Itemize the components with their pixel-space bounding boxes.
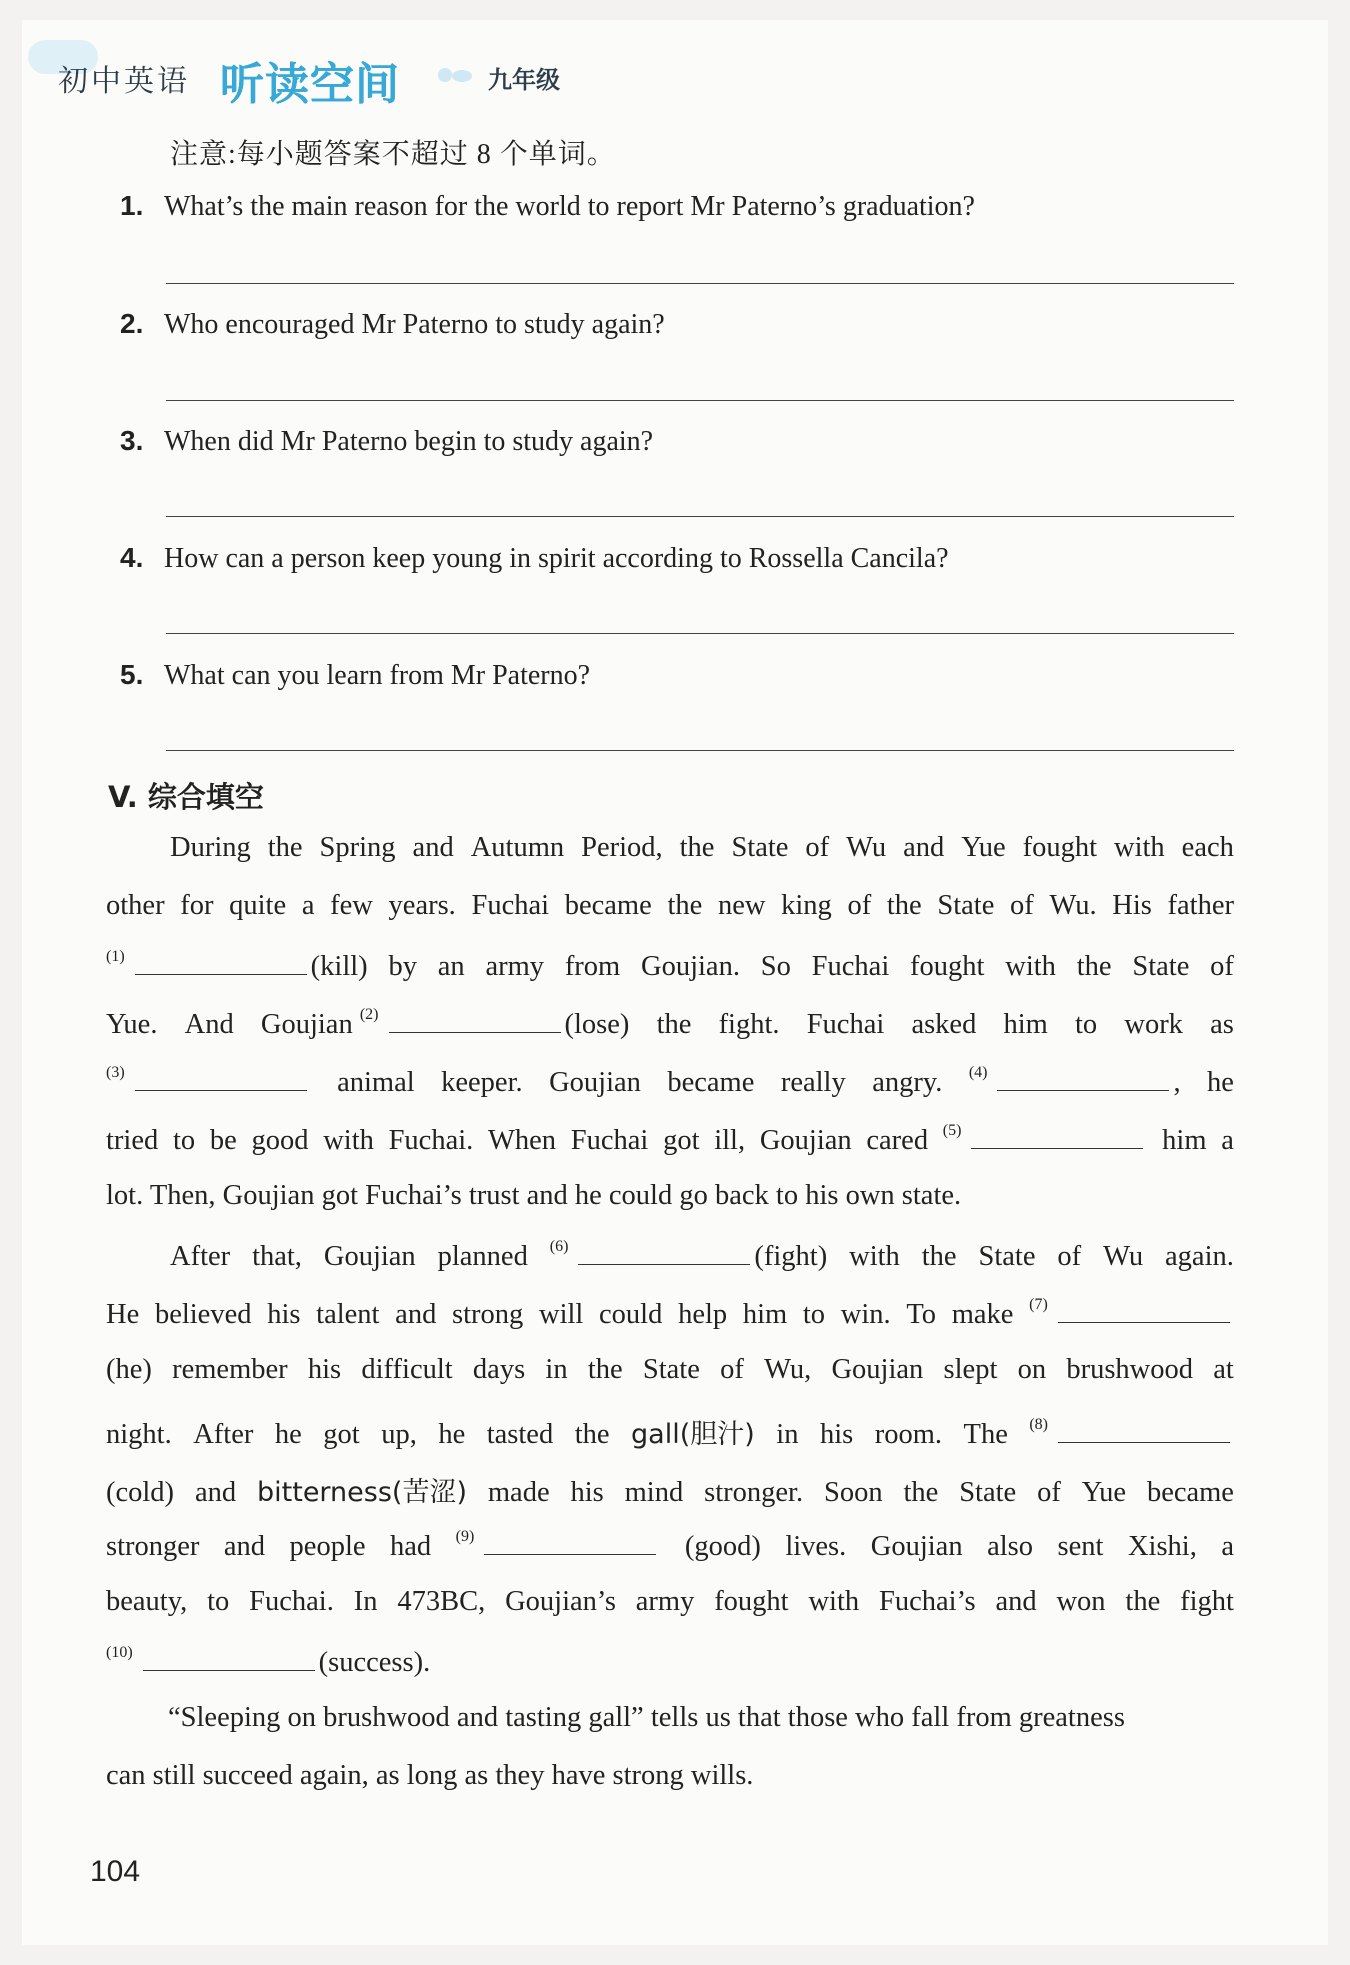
passage-line-16: “Sleeping on brushwood and tasting gall” tells us that those who fall from greatness bbox=[168, 1702, 1125, 1733]
passage-line-15: $^{(10)}$ (success). bbox=[106, 1644, 431, 1678]
blank-number: (8) bbox=[1029, 1416, 1048, 1433]
blank-number: (9) bbox=[455, 1528, 475, 1545]
passage-line-5: $^{(3)}$ animal keeper. Goujian became really angry. $^{(4)}$ , he bbox=[106, 1064, 1234, 1098]
blank-number: (3) bbox=[106, 1064, 125, 1081]
passage-line-9: He believed his talent and strong will could help him to win. To make $^{(7)}$ bbox=[106, 1296, 1234, 1336]
blank-number: (10) bbox=[106, 1644, 133, 1661]
question-5 bbox=[120, 659, 590, 692]
blank-2[interactable] bbox=[389, 1031, 561, 1033]
passage-line-3: $^{(1)}$ (kill) by an army from Goujian. So Fuchai fought with the State of bbox=[106, 948, 1234, 982]
series-title: 初中英语 bbox=[58, 64, 190, 99]
passage-line-8: After that, Goujian planned $^{(6)}$ (fight) with the State of Wu again. bbox=[170, 1238, 1234, 1272]
question-number: 5. bbox=[120, 659, 144, 690]
blank-3[interactable] bbox=[135, 1089, 307, 1091]
question-number: 1. bbox=[120, 190, 144, 221]
answer-line-2[interactable] bbox=[166, 400, 1234, 401]
answer-line-1[interactable] bbox=[166, 283, 1234, 284]
blank-7[interactable] bbox=[1058, 1321, 1230, 1323]
blank-number: (2) bbox=[359, 1006, 379, 1023]
blank-4[interactable] bbox=[997, 1089, 1169, 1091]
blank-9[interactable] bbox=[484, 1553, 656, 1555]
question-text: When did Mr Paterno begin to study again? bbox=[164, 426, 654, 457]
blank-number: (5) bbox=[942, 1122, 962, 1139]
grade-label: 九年级 bbox=[488, 66, 560, 94]
passage-line-1: During the Spring and Autumn Period, the State of Wu and Yue fought with each bbox=[170, 832, 1234, 863]
question-number: 4. bbox=[120, 542, 144, 573]
blank-number: (6) bbox=[549, 1238, 569, 1255]
instruction-note: 注意:每小题答案不超过 8 个单词。 bbox=[170, 139, 616, 170]
blank-10[interactable] bbox=[143, 1669, 315, 1671]
brand-logo: 听读空间 bbox=[220, 59, 400, 110]
page-number: 104 bbox=[90, 1855, 141, 1888]
question-number: 3. bbox=[120, 425, 144, 456]
passage-line-14: beauty, to Fuchai. In 473BC, Goujian’s army fought with Fuchai’s and won the fight bbox=[106, 1586, 1234, 1617]
blank-6[interactable] bbox=[578, 1263, 750, 1265]
question-1 bbox=[120, 190, 975, 223]
passage-line-10: (he) remember his difficult days in the State of Wu, Goujian slept on brushwood at bbox=[106, 1354, 1234, 1385]
question-4 bbox=[120, 542, 949, 575]
answer-line-5[interactable] bbox=[166, 750, 1234, 751]
answer-line-3[interactable] bbox=[166, 516, 1234, 517]
answer-line-4[interactable] bbox=[166, 633, 1234, 634]
blank-number: (7) bbox=[1029, 1296, 1048, 1313]
question-text: Who encouraged Mr Paterno to study again? bbox=[164, 309, 665, 340]
passage-line-12: (cold) and bitterness(苦涩) made his mind stronger. Soon the State of Yue became bbox=[106, 1477, 1234, 1508]
question-text: How can a person keep young in spirit according to Rossella Cancila? bbox=[164, 543, 949, 574]
passage-line-11: night. After he got up, he tasted the gall(胆汁) in his room. The $^{(8)}$ bbox=[106, 1412, 1234, 1452]
blank-1[interactable] bbox=[135, 973, 307, 975]
blank-number: (1) bbox=[106, 948, 125, 965]
passage-line-6: tried to be good with Fuchai. When Fuchai got ill, Goujian cared $^{(5)}$ him a bbox=[106, 1122, 1234, 1156]
blank-number: (4) bbox=[968, 1064, 988, 1081]
question-number: 2. bbox=[120, 308, 144, 339]
passage-line-4: Yue. And Goujian $^{(2)}$ (lose) the fight. Fuchai asked him to work as bbox=[106, 1006, 1234, 1040]
question-2 bbox=[120, 308, 665, 341]
passage-line-13: stronger and people had $^{(9)}$ (good) lives. Goujian also sent Xishi, a bbox=[106, 1528, 1234, 1562]
question-text: What can you learn from Mr Paterno? bbox=[164, 660, 591, 691]
passage-line-2: other for quite a few years. Fuchai became the new king of the State of Wu. His father bbox=[106, 890, 1234, 921]
blank-5[interactable] bbox=[971, 1147, 1143, 1149]
question-3 bbox=[120, 425, 653, 458]
passage-line-17: can still succeed again, as long as they have strong wills. bbox=[106, 1760, 754, 1791]
passage-line-7: lot. Then, Goujian got Fuchai’s trust and he could go back to his own state. bbox=[106, 1180, 962, 1211]
blank-8[interactable] bbox=[1058, 1441, 1230, 1443]
section-title: V. 综合填空 bbox=[108, 780, 264, 814]
question-text: What’s the main reason for the world to report Mr Paterno’s graduation? bbox=[164, 191, 975, 222]
